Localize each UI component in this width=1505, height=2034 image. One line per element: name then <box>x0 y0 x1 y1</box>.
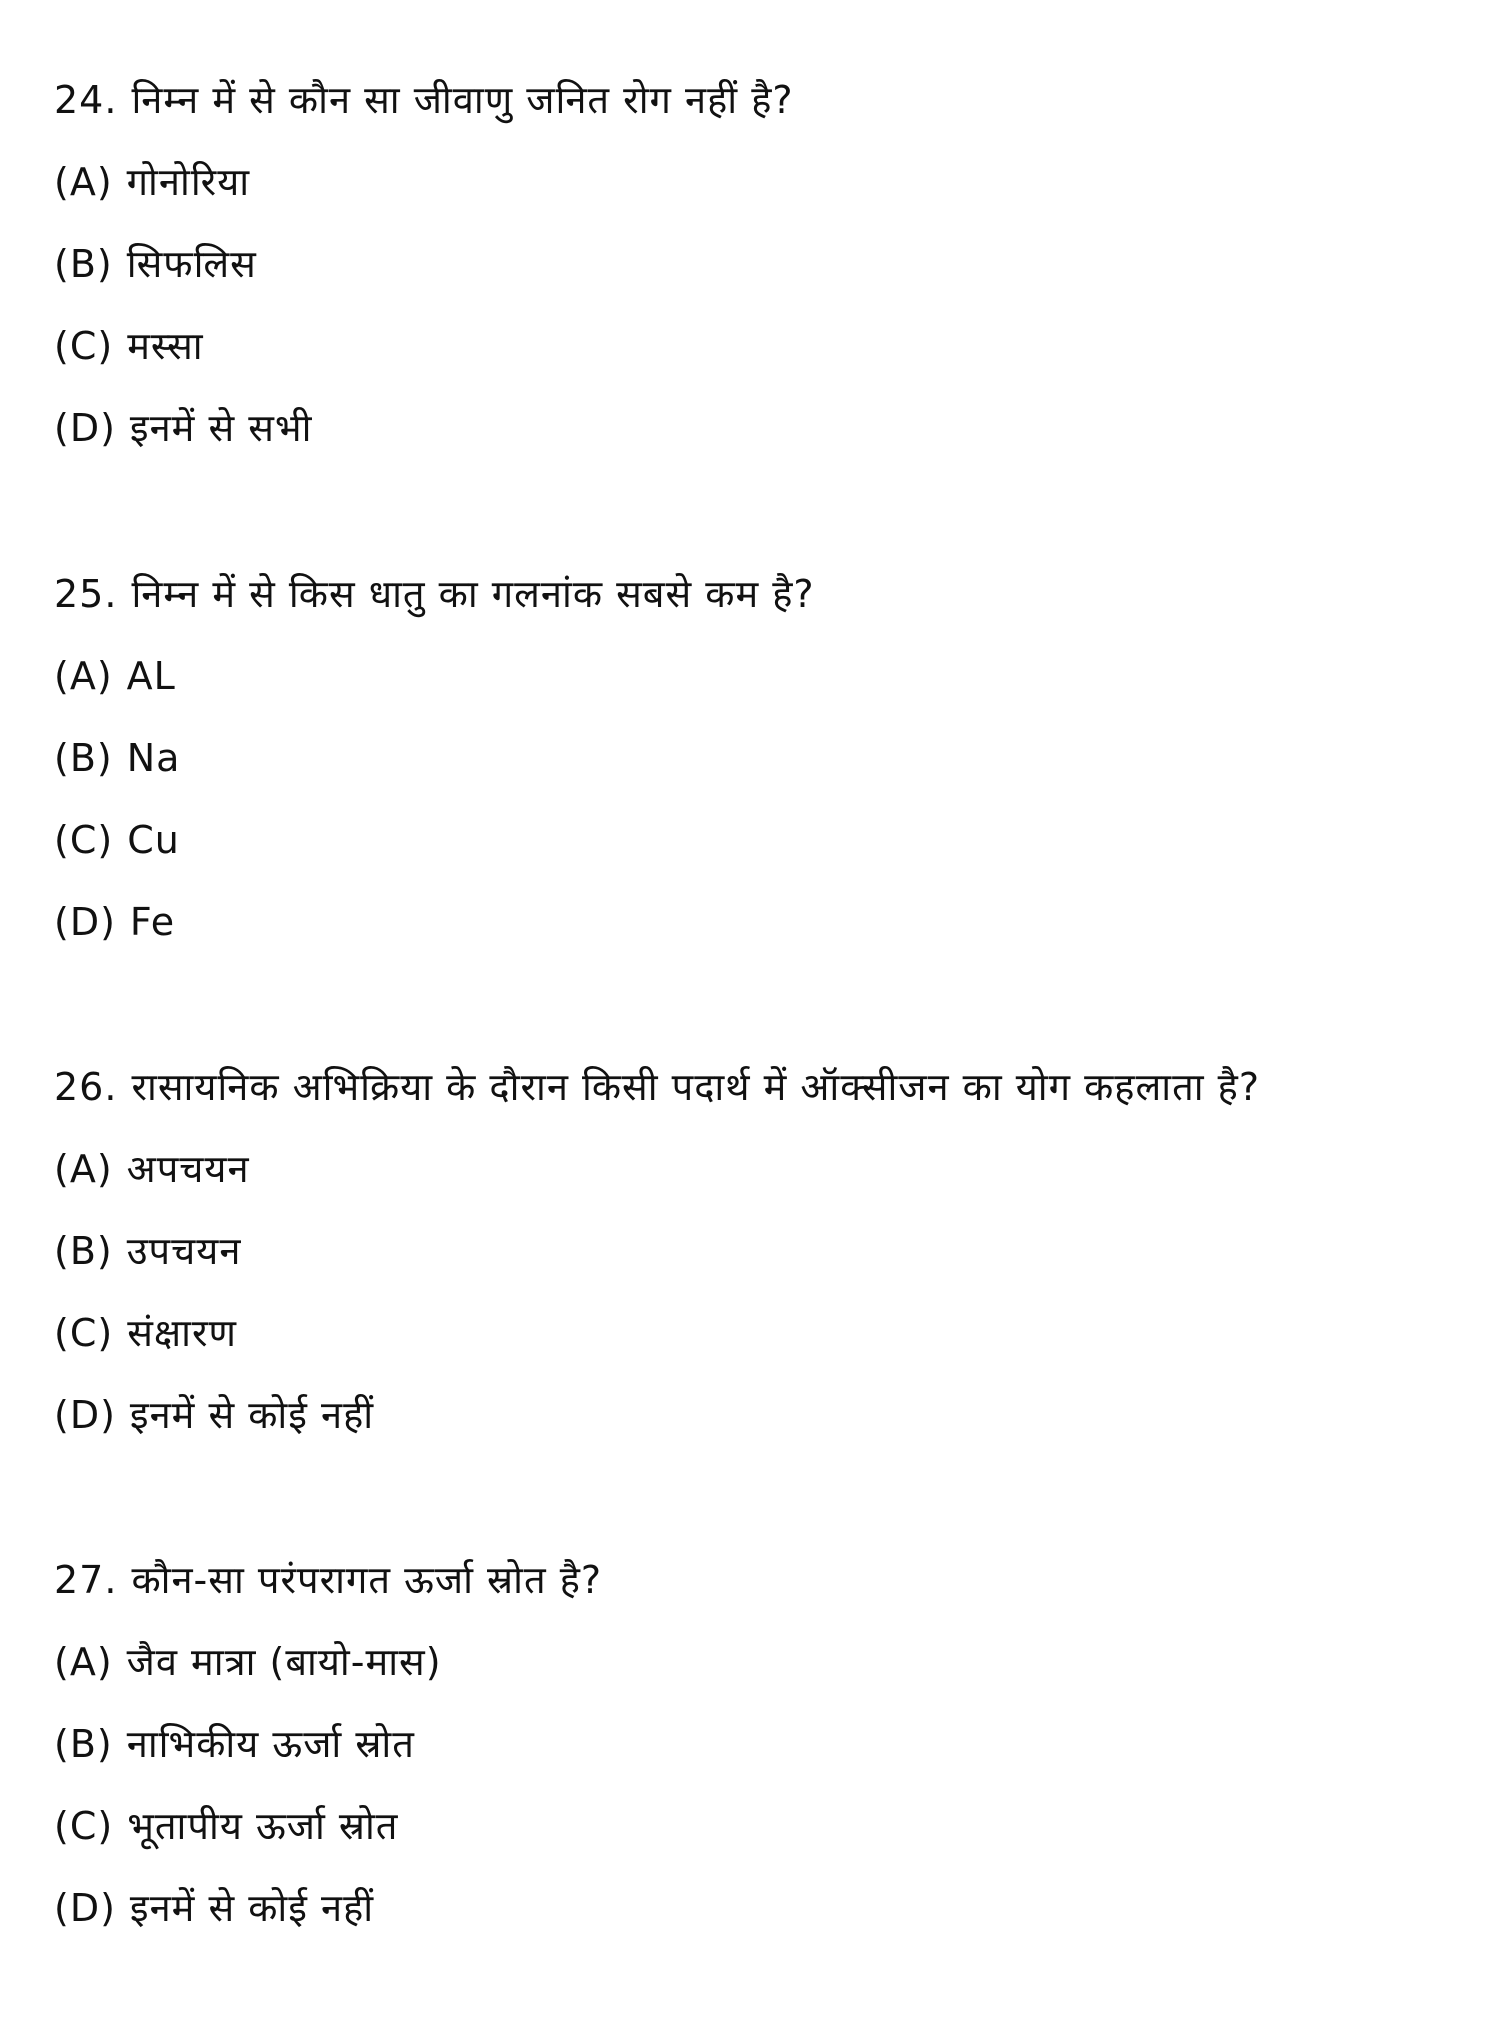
option-c <box>54 318 204 374</box>
question-number: 26. <box>54 1065 118 1109</box>
option-d <box>54 894 175 950</box>
option-d <box>54 1387 374 1443</box>
option-a <box>54 648 176 704</box>
option-text: इनमें से कोई नहीं <box>129 1393 375 1437</box>
question-number: 27. <box>54 1558 118 1602</box>
option-text: Fe <box>129 900 176 944</box>
option-label: (D) <box>54 406 116 450</box>
option-text: संक्षारण <box>127 1311 237 1355</box>
question-number: 25. <box>54 572 118 616</box>
question-stem <box>54 566 815 622</box>
option-c <box>54 1798 398 1854</box>
question-text: निम्न में से कौन सा जीवाणु जनित रोग नहीं है? <box>131 78 794 122</box>
option-label: (A) <box>54 1147 113 1191</box>
option-text: भूतापीय ऊर्जा स्रोत <box>127 1804 399 1848</box>
option-c <box>54 1305 237 1361</box>
option-label: (B) <box>54 1722 113 1766</box>
option-label: (A) <box>54 160 113 204</box>
question-text: रासायनिक अभिक्रिया के दौरान किसी पदार्थ में ऑक्सीजन का योग कहलाता है? <box>131 1065 1261 1109</box>
option-text: इनमें से सभी <box>129 406 313 450</box>
question-stem <box>54 1552 602 1608</box>
option-label: (A) <box>54 1640 113 1684</box>
option-b <box>54 1223 241 1279</box>
option-label: (B) <box>54 242 113 286</box>
option-label: (C) <box>54 1804 114 1848</box>
question-stem <box>54 72 794 128</box>
option-text: सिफलिस <box>126 242 257 286</box>
option-text: मस्सा <box>127 324 204 368</box>
option-text: इनमें से कोई नहीं <box>129 1886 375 1930</box>
option-label: (B) <box>54 1229 113 1273</box>
option-text: AL <box>126 654 176 698</box>
option-text: गोनोरिया <box>126 160 251 204</box>
option-a <box>54 154 250 210</box>
option-text: उपचयन <box>126 1229 242 1273</box>
option-d <box>54 400 313 456</box>
option-label: (C) <box>54 324 114 368</box>
question-text: कौन-सा परंपरागत ऊर्जा स्रोत है? <box>131 1558 603 1602</box>
option-label: (B) <box>54 736 113 780</box>
option-text: Na <box>126 736 181 780</box>
option-a <box>54 1634 442 1690</box>
option-b <box>54 236 257 292</box>
option-b <box>54 730 180 786</box>
question-stem <box>54 1059 1260 1115</box>
option-label: (A) <box>54 654 113 698</box>
option-label: (D) <box>54 1393 116 1437</box>
option-text: जैव मात्रा (बायो-मास) <box>126 1640 442 1684</box>
option-text: नाभिकीय ऊर्जा स्रोत <box>126 1722 415 1766</box>
option-b <box>54 1716 415 1772</box>
question-number: 24. <box>54 78 118 122</box>
option-text: Cu <box>127 818 180 862</box>
option-text: अपचयन <box>126 1147 250 1191</box>
option-a <box>54 1141 250 1197</box>
question-text: निम्न में से किस धातु का गलनांक सबसे कम है? <box>131 572 815 616</box>
option-label: (C) <box>54 818 114 862</box>
option-c <box>54 812 180 868</box>
option-d <box>54 1880 374 1936</box>
option-label: (D) <box>54 1886 116 1930</box>
option-label: (C) <box>54 1311 114 1355</box>
option-label: (D) <box>54 900 116 944</box>
